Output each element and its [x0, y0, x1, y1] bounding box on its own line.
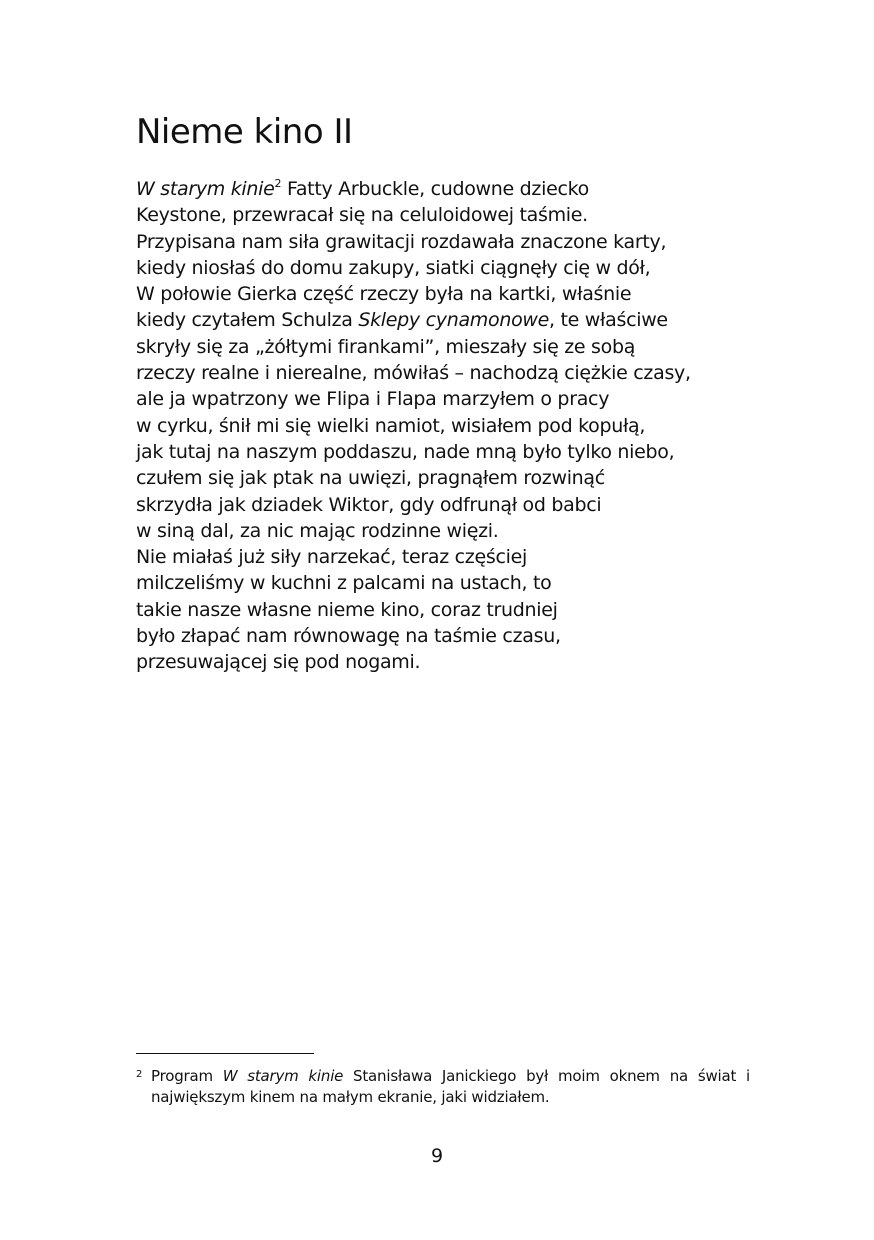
- poem-body: [136, 176, 796, 676]
- poem-line-15: Nie miałaś już siły narzekać, teraz częściej: [136, 546, 527, 569]
- poem-line-6-after: , te właściwe: [549, 309, 668, 332]
- footnote: [136, 1066, 750, 1108]
- footnote-text-after: Stanisława Janickiego był moim oknem na świat i największym kinem na małym ekranie, jaki widziałem.: [151, 1067, 750, 1106]
- poem-line-8: rzeczy realne i nierealne, mówiłaś – nachodzą ciężkie czasy,: [136, 362, 691, 385]
- poem-line-6-italic: Sklepy cynamonowe: [358, 309, 550, 332]
- footnote-divider: [136, 1053, 314, 1054]
- poem-line-9: ale ja wpatrzony we Flipa i Flapa marzyłem o pracy: [136, 388, 610, 411]
- poem-line-12: czułem się jak ptak na uwięzi, pragnąłem rozwinąć: [136, 467, 605, 490]
- poem-line-1: [136, 176, 796, 202]
- poem-line-6: [136, 307, 796, 333]
- poem-line-16: milczeliśmy w kuchni z palcami na ustach, to: [136, 572, 552, 595]
- footnote-text: [151, 1066, 750, 1108]
- poem-line-6-before: kiedy czytałem Schulza: [136, 309, 359, 332]
- poem-line-3: Przypisana nam siła grawitacji rozdawała znaczone karty,: [136, 230, 667, 253]
- footnote-text-before: Program: [151, 1067, 223, 1085]
- poem-line-11: jak tutaj na naszym poddaszu, nade mną było tylko niebo,: [136, 440, 675, 463]
- poem-line-17: takie nasze własne nieme kino, coraz trudniej: [136, 598, 558, 621]
- poem-line-19: przesuwającej się pod nogami.: [136, 651, 421, 674]
- footnote-mark: 2: [136, 1069, 143, 1080]
- poem-title: Nieme kino II: [136, 112, 353, 152]
- poem-line-18: było złapać nam równowagę na taśmie czasu,: [136, 625, 561, 648]
- footnote-text-italic: W starym kinie: [222, 1067, 344, 1085]
- footnote-reference[interactable]: 2: [274, 177, 282, 190]
- poem-line-13: skrzydła jak dziadek Wiktor, gdy odfrunął od babci: [136, 493, 602, 516]
- poem-line-7: skryły się za „żółtymi firankami”, mieszały się ze sobą: [136, 335, 636, 358]
- page-number: 9: [430, 1145, 444, 1167]
- poem-line-2: Keystone, przewracał się na celuloidowej taśmie.: [136, 204, 588, 227]
- poem-line-10: w cyrku, śnił mi się wielki namiot, wisiałem pod kopułą,: [136, 414, 646, 437]
- poem-line-5: W połowie Gierka część rzeczy była na kartki, właśnie: [136, 283, 632, 306]
- poem-line-1-rest: Fatty Arbuckle, cudowne dziecko: [281, 178, 589, 200]
- poem-line-4: kiedy niosłaś do domu zakupy, siatki ciągnęły cię w dół,: [136, 256, 651, 279]
- poem-line-14: w siną dal, za nic mając rodzinne więzi.: [136, 519, 499, 542]
- poem-line-1-italic: W starym kinie: [136, 178, 275, 200]
